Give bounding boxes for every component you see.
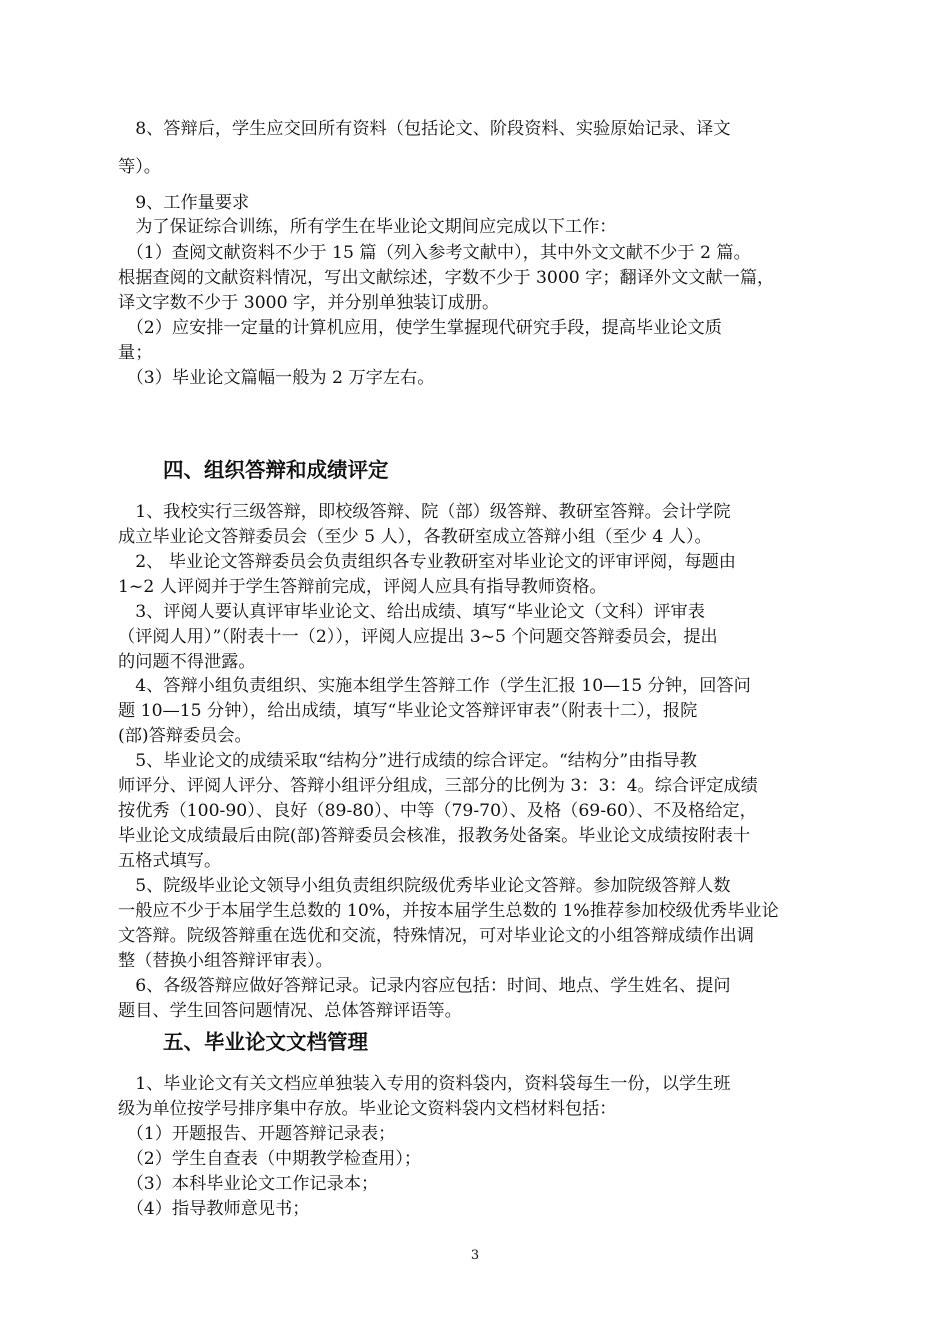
- text-line: 按优秀（100-90）、良好（89-80）、中等（79-70）、及格（69-60）、不及格给定，: [118, 801, 757, 821]
- text-line: 成立毕业论文答辩委员会（至少 5 人），各教研室成立答辩小组（至少 4 人）。: [118, 527, 712, 547]
- text-line: 1、毕业论文有关文档应单独装入专用的资料袋内，资料袋每生一份，以学生班: [118, 1074, 731, 1094]
- text-line: 2、 毕业论文答辩委员会负责组织各专业教研室对毕业论文的评审评阅，每题由: [118, 552, 736, 572]
- text-line: 根据查阅的文献资料情况，写出文献综述，字数不少于 3000 字；翻译外文文献一篇，: [118, 268, 775, 288]
- text-line: 的问题不得泄露。: [118, 652, 256, 672]
- text-line: 题目、学生回答问题情况、总体答辩评语等。: [118, 1001, 462, 1021]
- text-line: 为了保证综合训练，所有学生在毕业论文期间应完成以下工作：: [118, 217, 617, 237]
- text-line: 5、毕业论文的成绩采取“结构分”进行成绩的综合评定。“结构分”由指导教: [118, 751, 697, 771]
- text-line: 一般应不少于本届学生总数的 10%，并按本届学生总数的 1%推荐参加校级优秀毕业论: [118, 901, 779, 921]
- text-line: 8、答辩后，学生应交回所有资料（包括论文、阶段资料、实验原始记录、译文: [118, 119, 731, 139]
- section-heading: 五、毕业论文文档管理: [163, 1030, 368, 1054]
- text-line: 级为单位按学号排序集中存放。毕业论文资料袋内文档材料包括：: [118, 1099, 617, 1119]
- text-line: 文答辩。院级答辩重在选优和交流，特殊情况，可对毕业论文的小组答辩成绩作出调: [118, 926, 754, 946]
- text-line: 译文字数不少于 3000 字，并分别单独装订成册。: [118, 293, 500, 313]
- text-line: 题 10—15 分钟），给出成绩，填写“毕业论文答辩评审表”（附表十二），报院: [118, 701, 698, 721]
- text-line: 量；: [118, 343, 153, 363]
- text-line: 师评分、评阅人评分、答辩小组评分组成，三部分的比例为 3：3：4。综合评定成绩: [118, 776, 758, 796]
- list-item: （4）指导教师意见书；: [118, 1199, 310, 1219]
- text-line: 4、答辩小组负责组织、实施本组学生答辩工作（学生汇报 10—15 分钟，回答问: [118, 676, 751, 696]
- list-item: （2）学生自查表（中期教学检查用）；: [118, 1149, 422, 1169]
- text-line: （3）毕业论文篇幅一般为 2 万字左右。: [118, 368, 435, 388]
- text-line: （2）应安排一定量的计算机应用，使学生掌握现代研究手段，提高毕业论文质: [118, 318, 722, 338]
- list-item: （1）开题报告、开题答辩记录表；: [118, 1124, 396, 1144]
- text-line: 五格式填写。: [118, 851, 222, 871]
- text-line: 9、工作量要求: [118, 193, 250, 213]
- text-line: (部)答辩委员会。: [118, 726, 252, 746]
- text-line: 5、院级毕业论文领导小组负责组织院级优秀毕业论文答辩。参加院级答辩人数: [118, 876, 731, 896]
- text-line: 1~2 人评阅并于学生答辩前完成，评阅人应具有指导教师资格。: [118, 577, 607, 597]
- page-number: 3: [470, 1248, 480, 1263]
- text-line: 1、我校实行三级答辩，即校级答辩、院（部）级答辩、教研室答辩。会计学院: [118, 502, 731, 522]
- section-heading: 四、组织答辩和成绩评定: [163, 458, 389, 482]
- text-line: （评阅人用）”（附表十一（2）），评阅人应提出 3~5 个问题交答辩委员会，提出: [118, 627, 718, 647]
- text-line: 毕业论文成绩最后由院(部)答辩委员会核准，报教务处备案。毕业论文成绩按附表十: [118, 826, 751, 846]
- text-line: 3、评阅人要认真评审毕业论文、给出成绩、填写“毕业论文（文科）评审表: [118, 602, 705, 622]
- text-line: 整（替换小组答辩评审表）。: [118, 951, 333, 971]
- text-line: （1）查阅文献资料不少于 15 篇（列入参考文献中），其中外文文献不少于 2 篇。: [118, 243, 751, 263]
- text-line: 6、各级答辩应做好答辩记录。记录内容应包括：时间、地点、学生姓名、提问: [118, 976, 731, 996]
- list-item: （3）本科毕业论文工作记录本；: [118, 1174, 379, 1194]
- text-line: 等）。: [118, 157, 161, 177]
